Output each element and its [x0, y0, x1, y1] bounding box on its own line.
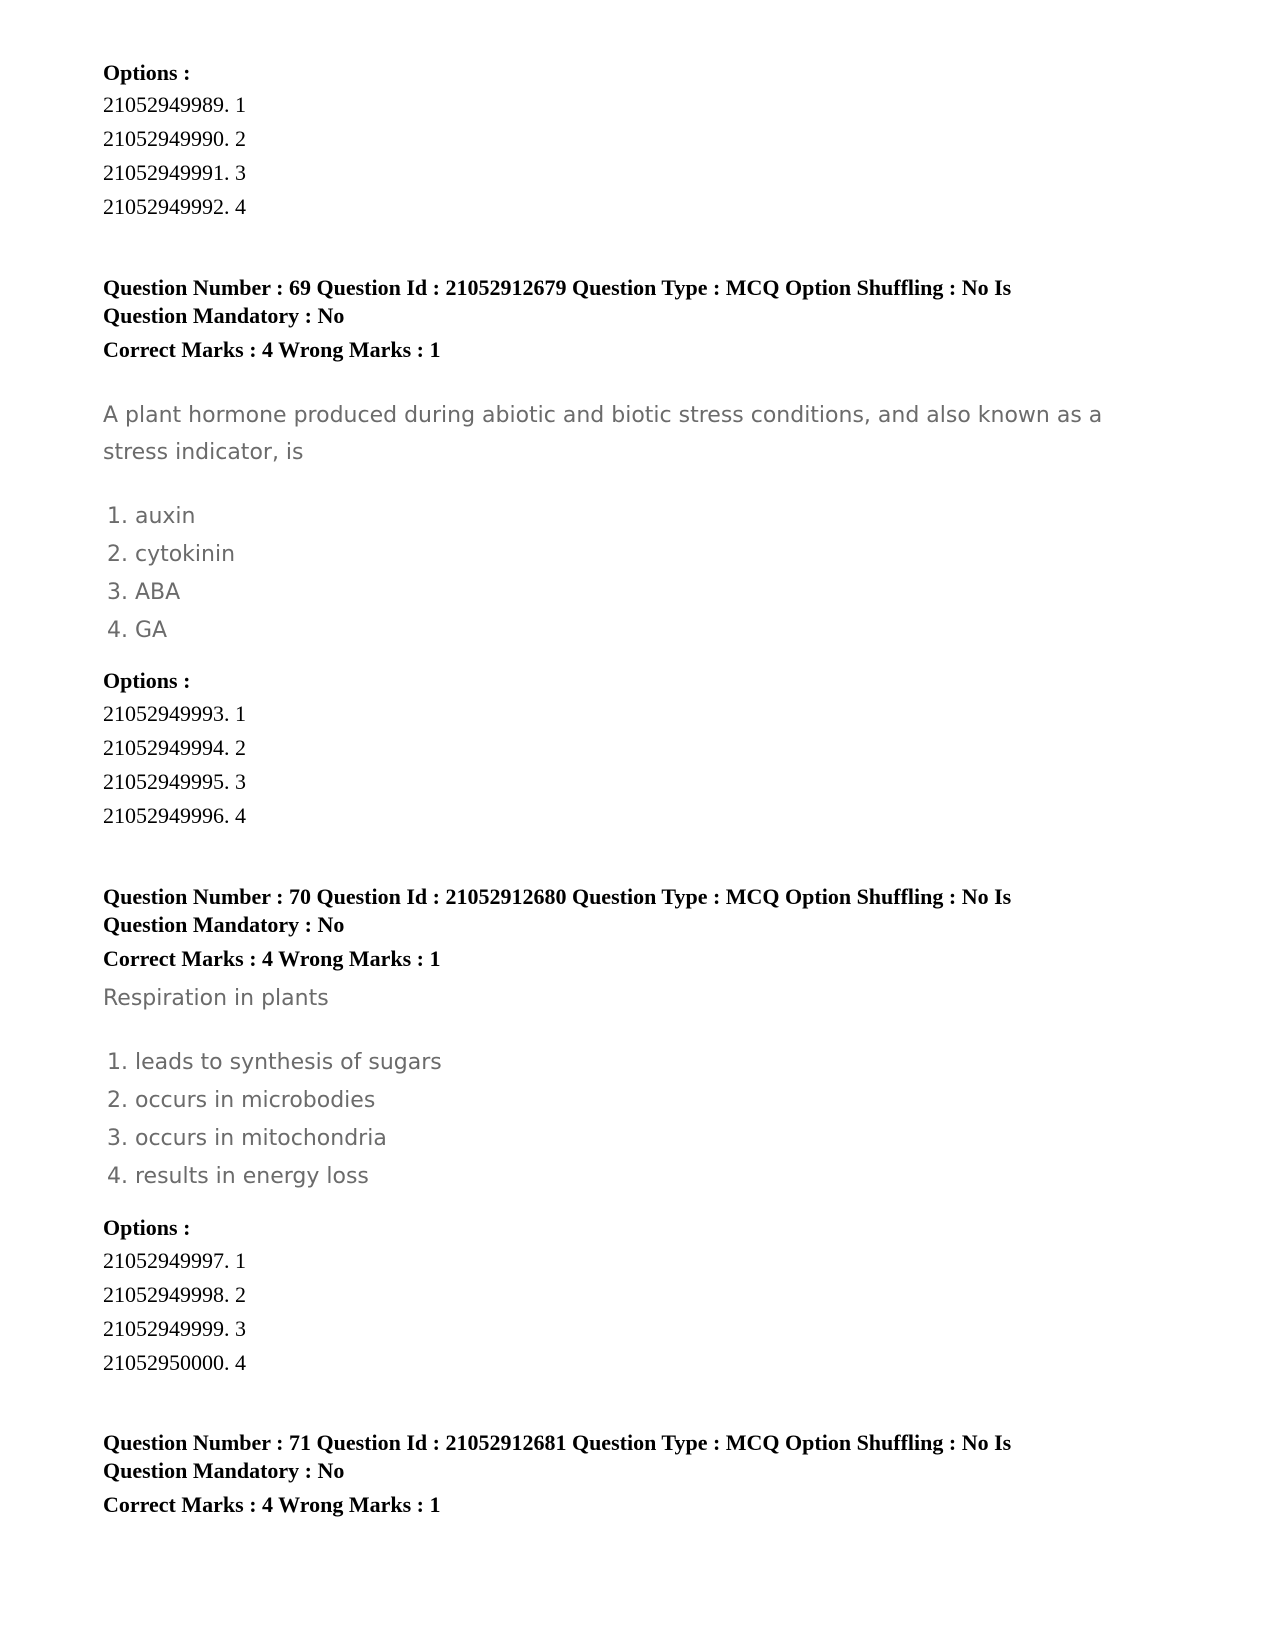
option-item: 21052949998. 2 [103, 1282, 246, 1307]
option-item: 21052949996. 4 [103, 803, 246, 828]
option-item: 21052949997. 1 [103, 1248, 246, 1273]
choice-item: 4. GA [107, 618, 168, 643]
question-marks: Correct Marks : 4 Wrong Marks : 1 [103, 946, 441, 971]
question-header-cont: Question Mandatory : No [103, 303, 345, 328]
options-list [103, 1244, 246, 1380]
options-label: Options : [103, 668, 191, 693]
choice-item: 3. occurs in mitochondria [107, 1126, 387, 1151]
question-header: Question Number : 69 Question Id : 21052912679 Question Type : MCQ Option Shuffling : No Is [103, 275, 1012, 300]
question-header: Question Number : 71 Question Id : 21052912681 Question Type : MCQ Option Shuffling : No Is [103, 1430, 1012, 1455]
option-item: 21052949994. 2 [103, 735, 246, 760]
options-list [103, 88, 246, 224]
question-header: Question Number : 70 Question Id : 21052912680 Question Type : MCQ Option Shuffling : No Is [103, 884, 1012, 909]
option-item: 21052949999. 3 [103, 1316, 246, 1341]
choice-item: 2. cytokinin [107, 542, 236, 567]
choices-list [103, 498, 235, 650]
question-header-cont: Question Mandatory : No [103, 1458, 345, 1483]
options-list [103, 697, 246, 833]
question-text: Respiration in plants [103, 986, 329, 1011]
choice-item: 2. occurs in microbodies [107, 1088, 376, 1113]
option-item: 21052950000. 4 [103, 1350, 246, 1375]
question-header-cont: Question Mandatory : No [103, 912, 345, 937]
question-text-cont: stress indicator, is [103, 440, 304, 465]
options-label: Options : [103, 60, 191, 85]
option-item: 21052949992. 4 [103, 194, 246, 219]
choice-item: 4. results in energy loss [107, 1164, 369, 1189]
question-text: A plant hormone produced during abiotic and biotic stress conditions, and also known as a [103, 403, 1103, 428]
choice-item: 1. leads to synthesis of sugars [107, 1050, 442, 1075]
option-item: 21052949989. 1 [103, 92, 246, 117]
question-marks: Correct Marks : 4 Wrong Marks : 1 [103, 1492, 441, 1517]
choice-item: 1. auxin [107, 504, 196, 529]
option-item: 21052949990. 2 [103, 126, 246, 151]
option-item: 21052949995. 3 [103, 769, 246, 794]
choices-list [103, 1044, 442, 1196]
option-item: 21052949993. 1 [103, 701, 246, 726]
options-label: Options : [103, 1215, 191, 1240]
question-marks: Correct Marks : 4 Wrong Marks : 1 [103, 337, 441, 362]
choice-item: 3. ABA [107, 580, 181, 605]
option-item: 21052949991. 3 [103, 160, 246, 185]
